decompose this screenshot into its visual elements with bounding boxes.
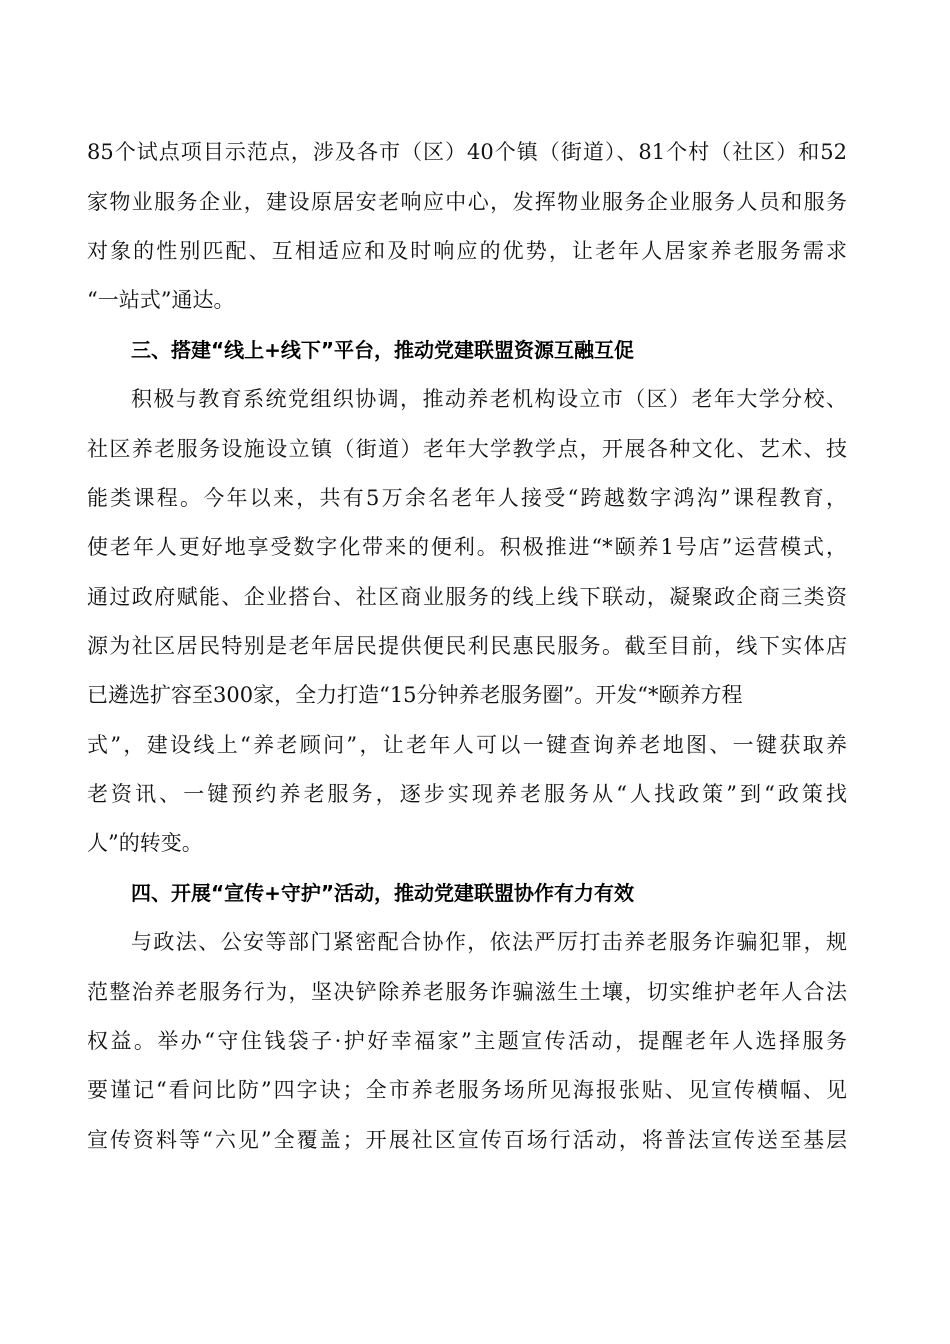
paragraph-2-line-7: 已遴选扩容至300家，全力打造“15分钟养老服务圈”。开发“*颐养方程 bbox=[87, 683, 743, 707]
paragraph-3-line-4: 要谨记“看问比防”四字诀；全市养老服务场所见海报张贴、见宣传横幅、见 bbox=[87, 1078, 847, 1102]
paragraph-1-line-1: 85个试点项目示范点，涉及各市（区）40个镇（街道）、81个村（社区）和52 bbox=[87, 140, 847, 164]
paragraph-2-line-3: 能类课程。今年以来，共有5万余名老年人接受“跨越数字鸿沟”课程教育， bbox=[87, 486, 847, 510]
paragraph-2-line-6: 源为社区居民特别是老年居民提供便民利民惠民服务。截至目前，线下实体店 bbox=[87, 634, 847, 658]
paragraph-2-line-9: 老资讯、一键预约养老服务，逐步实现养老服务从“人找政策”到“政策找 bbox=[87, 782, 847, 806]
section-heading-3: 三、搭建“线上+线下”平台，推动党建联盟资源互融互促 bbox=[131, 338, 635, 362]
paragraph-2-line-2: 社区养老服务设施设立镇（街道）老年大学教学点，开展各种文化、艺术、技 bbox=[87, 437, 847, 461]
paragraph-3-line-2: 范整治养老服务行为，坚决铲除养老服务诈骗滋生土壤，切实维护老年人合法 bbox=[87, 980, 847, 1004]
paragraph-2-line-4: 使老年人更好地享受数字化带来的便利。积极推进“*颐养1号店”运营模式， bbox=[87, 535, 847, 559]
paragraph-2-line-5: 通过政府赋能、企业搭台、社区商业服务的线上线下联动，凝聚政企商三类资 bbox=[87, 585, 847, 609]
paragraph-2-line-8: 式”，建设线上“养老顾问”，让老年人可以一键查询养老地图、一键获取养 bbox=[87, 733, 847, 757]
section-heading-4: 四、开展“宣传+守护”活动，推动党建联盟协作有力有效 bbox=[131, 881, 635, 905]
paragraph-2-line-1: 积极与教育系统党组织协调，推动养老机构设立市（区）老年大学分校、 bbox=[131, 387, 847, 411]
paragraph-2-line-10: 人”的转变。 bbox=[87, 831, 203, 855]
paragraph-3-line-1: 与政法、公安等部门紧密配合协作，依法严厉打击养老服务诈骗犯罪，规 bbox=[131, 930, 847, 954]
paragraph-3-line-3: 权益。举办“守住钱袋子·护好幸福家”主题宣传活动，提醒老年人选择服务 bbox=[87, 1029, 847, 1053]
paragraph-1-line-4: “一站式”通达。 bbox=[87, 288, 235, 312]
paragraph-3-line-5: 宣传资料等“六见”全覆盖；开展社区宣传百场行活动，将普法宣传送至基层 bbox=[87, 1128, 847, 1152]
paragraph-1-line-3: 对象的性别匹配、互相适应和及时响应的优势，让老年人居家养老服务需求 bbox=[87, 239, 847, 263]
paragraph-1-line-2: 家物业服务企业，建设原居安老响应中心，发挥物业服务企业服务人员和服务 bbox=[87, 190, 847, 214]
